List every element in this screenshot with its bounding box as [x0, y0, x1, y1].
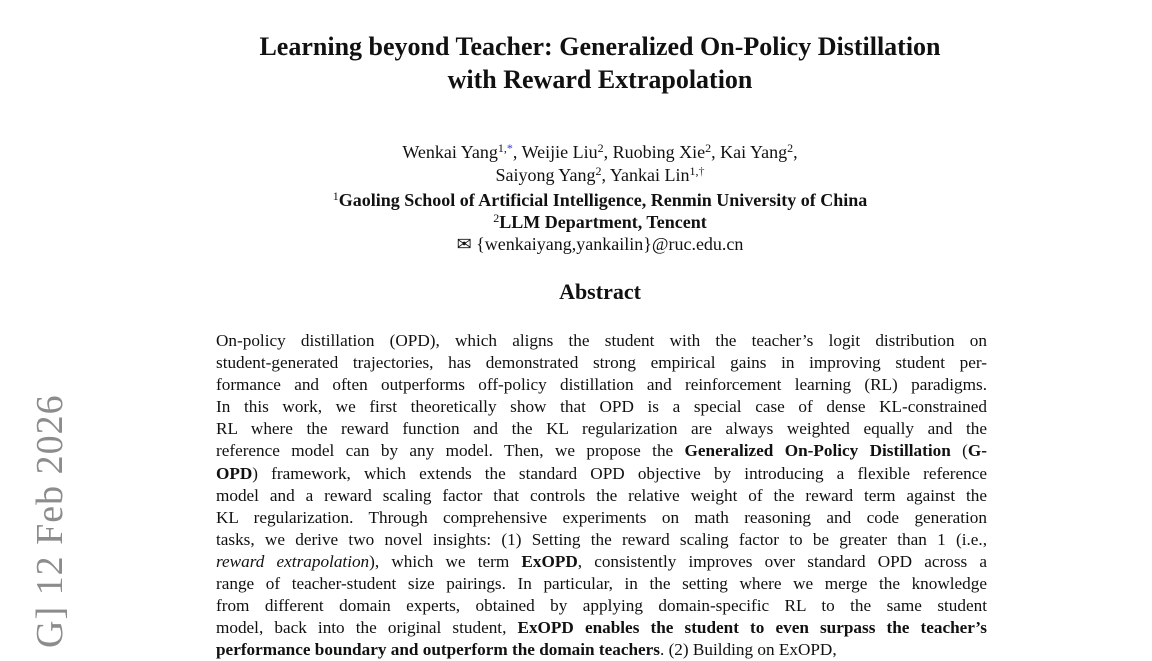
- author-name: Kai Yang: [720, 142, 788, 162]
- abstract-text: ExOPD enables the student to even surpass the teacher’s: [517, 618, 987, 638]
- abstract-line: [216, 529, 987, 551]
- abstract-text: RL where the reward function and the KL regularization are always weighted equally and the: [216, 419, 987, 439]
- abstract-text: student-generated trajectories, has demonstrated strong empirical gains in improving student per-: [216, 353, 987, 373]
- abstract-text: ) framework, which extends the standard OPD objective by introducing a flexible reference: [252, 463, 987, 483]
- abstract-text: (: [950, 441, 968, 461]
- abstract-line: [216, 374, 987, 396]
- abstract-text: formance and often outperforms off-policy distillation and reinforcement learning (RL) paradigms.: [216, 375, 987, 395]
- abstract-line: [216, 617, 987, 639]
- abstract-text: from different domain experts, obtained by applying domain-specific RL to the same student: [216, 596, 987, 616]
- abstract-line: [216, 352, 987, 374]
- abstract-line: [216, 507, 987, 529]
- author-line-1: Wenkai Yang$^{1,*}$, Weijie Liu$^2$, Ruobing Xie$^2$, Kai Yang$^2$,: [402, 141, 798, 162]
- abstract-text: range of teacher-student size pairings. In particular, in the setting where we merge the knowledge: [216, 574, 987, 594]
- title-line-2: with Reward Extrapolation: [447, 65, 753, 94]
- abstract-text: model, back into the original student,: [216, 618, 518, 638]
- abstract-text: model and a reward scaling factor that controls the relative weight of the reward term against the: [216, 485, 987, 505]
- abstract-line: [216, 396, 987, 418]
- abstract-line: [216, 573, 987, 595]
- abstract-text: On-policy distillation (OPD), which aligns the student with the teacher’s logit distribution on: [216, 331, 987, 350]
- abstract-line: [216, 330, 987, 352]
- abstract-text: reward extrapolation: [216, 551, 370, 571]
- author-name: Yankai Lin: [609, 165, 690, 185]
- abstract-line: [216, 639, 987, 661]
- contact-email: [150, 233, 1050, 255]
- paper-title: [150, 30, 1050, 96]
- abstract-body: [216, 330, 987, 661]
- title-line-1: Learning beyond Teacher: Generalized On-Policy Distillation: [259, 32, 941, 61]
- author-list: [150, 141, 1050, 187]
- abstract-text: KL regularization. Through comprehensive experiments on math reasoning and code generation: [216, 507, 987, 527]
- abstract-text: Generalized On-Policy Distillation: [684, 441, 951, 461]
- abstract-text: , consistently improves over standard OPD across a: [577, 551, 987, 571]
- abstract-line: [216, 595, 987, 617]
- abstract-text: ), which we term: [369, 551, 522, 571]
- abstract-text: G-: [967, 441, 987, 461]
- abstract-text: . (2) Building on ExOPD,: [659, 640, 837, 660]
- abstract-line: [216, 440, 987, 462]
- abstract-line: [216, 463, 987, 485]
- affiliations: [150, 189, 1050, 233]
- author-name: Wenkai Yang: [402, 142, 498, 162]
- affiliation-2: $^2$LLM Department, Tencent: [493, 211, 707, 232]
- abstract-line: [216, 418, 987, 440]
- abstract-heading: Abstract: [559, 279, 641, 304]
- author-name: Saiyong Yang: [495, 165, 596, 185]
- author-name: Ruobing Xie: [612, 142, 706, 162]
- abstract-text: OPD: [216, 463, 253, 483]
- author-line-2: Saiyong Yang$^2$, Yankai Lin$^{1,\dagger}$: [495, 164, 705, 185]
- abstract-line: [216, 485, 987, 507]
- abstract-text: performance boundary and outperform the domain teachers: [216, 640, 660, 660]
- email-address[interactable]: {wenkaiyang,yankailin}@ruc.edu.cn: [476, 234, 744, 254]
- abstract-text: reference model can by any model. Then, we propose the: [216, 441, 685, 461]
- abstract-text: In this work, we first theoretically show that OPD is a special case of dense KL-constrained: [216, 397, 987, 417]
- abstract-text: tasks, we derive two novel insights: (1) Setting the reward scaling factor to be greater than 1 (i.e.,: [216, 529, 987, 549]
- arxiv-side-identifier: G] 12 Feb 2026: [29, 394, 71, 648]
- author-name: Weijie Liu: [521, 142, 598, 162]
- abstract-text: ExOPD: [521, 551, 578, 571]
- affiliation-1: $^1$Gaoling School of Artificial Intelligence, Renmin University of China: [332, 189, 868, 210]
- dagger-mark: †: [698, 164, 705, 178]
- envelope-icon: ✉: [456, 234, 472, 254]
- abstract-line: [216, 551, 987, 573]
- corresponding-mark: *: [506, 141, 513, 155]
